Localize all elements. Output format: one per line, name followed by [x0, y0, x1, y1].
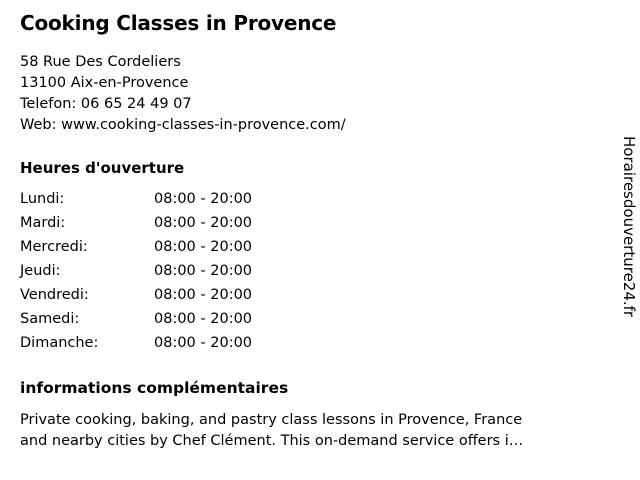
day-hours: 08:00 - 20:00 — [154, 311, 253, 327]
day-hours: 08:00 - 20:00 — [154, 239, 253, 255]
page-title: Cooking Classes in Provence — [20, 11, 337, 35]
opening-hours-heading: Heures d'ouverture — [20, 159, 185, 177]
day-label: Jeudi: — [20, 263, 61, 279]
site-watermark: Horairesdouverture24.fr — [620, 136, 638, 318]
day-label: Dimanche: — [20, 335, 99, 351]
table-row — [20, 262, 252, 286]
phone-line: Telefon: 06 65 24 49 07 — [20, 96, 192, 112]
day-hours: 08:00 - 20:00 — [154, 287, 253, 303]
listing-content — [20, 10, 610, 452]
day-label: Samedi: — [20, 311, 80, 327]
day-label: Lundi: — [20, 191, 65, 207]
day-hours: 08:00 - 20:00 — [154, 335, 253, 351]
opening-hours-table — [20, 190, 252, 358]
website-line: Web: www.cooking-classes-in-provence.com/ — [20, 117, 346, 133]
table-row — [20, 334, 252, 358]
table-row — [20, 310, 252, 334]
day-label: Mardi: — [20, 215, 66, 231]
additional-info-text — [20, 410, 620, 452]
day-label: Vendredi: — [20, 287, 89, 303]
day-label: Mercredi: — [20, 239, 88, 255]
day-hours: 08:00 - 20:00 — [154, 191, 253, 207]
table-row — [20, 238, 252, 262]
day-hours: 08:00 - 20:00 — [154, 263, 253, 279]
additional-info-heading: informations complémentaires — [20, 379, 289, 397]
day-hours: 08:00 - 20:00 — [154, 215, 253, 231]
additional-info-line-1: Private cooking, baking, and pastry class lessons in Provence, France — [20, 412, 523, 428]
table-row — [20, 286, 252, 310]
address-city: 13100 Aix-en-Provence — [20, 75, 189, 91]
table-row — [20, 214, 252, 238]
table-row — [20, 190, 252, 214]
address-street: 58 Rue Des Cordeliers — [20, 54, 181, 70]
additional-info-line-2: and nearby cities by Chef Clément. This on-demand service offers i… — [20, 433, 524, 449]
